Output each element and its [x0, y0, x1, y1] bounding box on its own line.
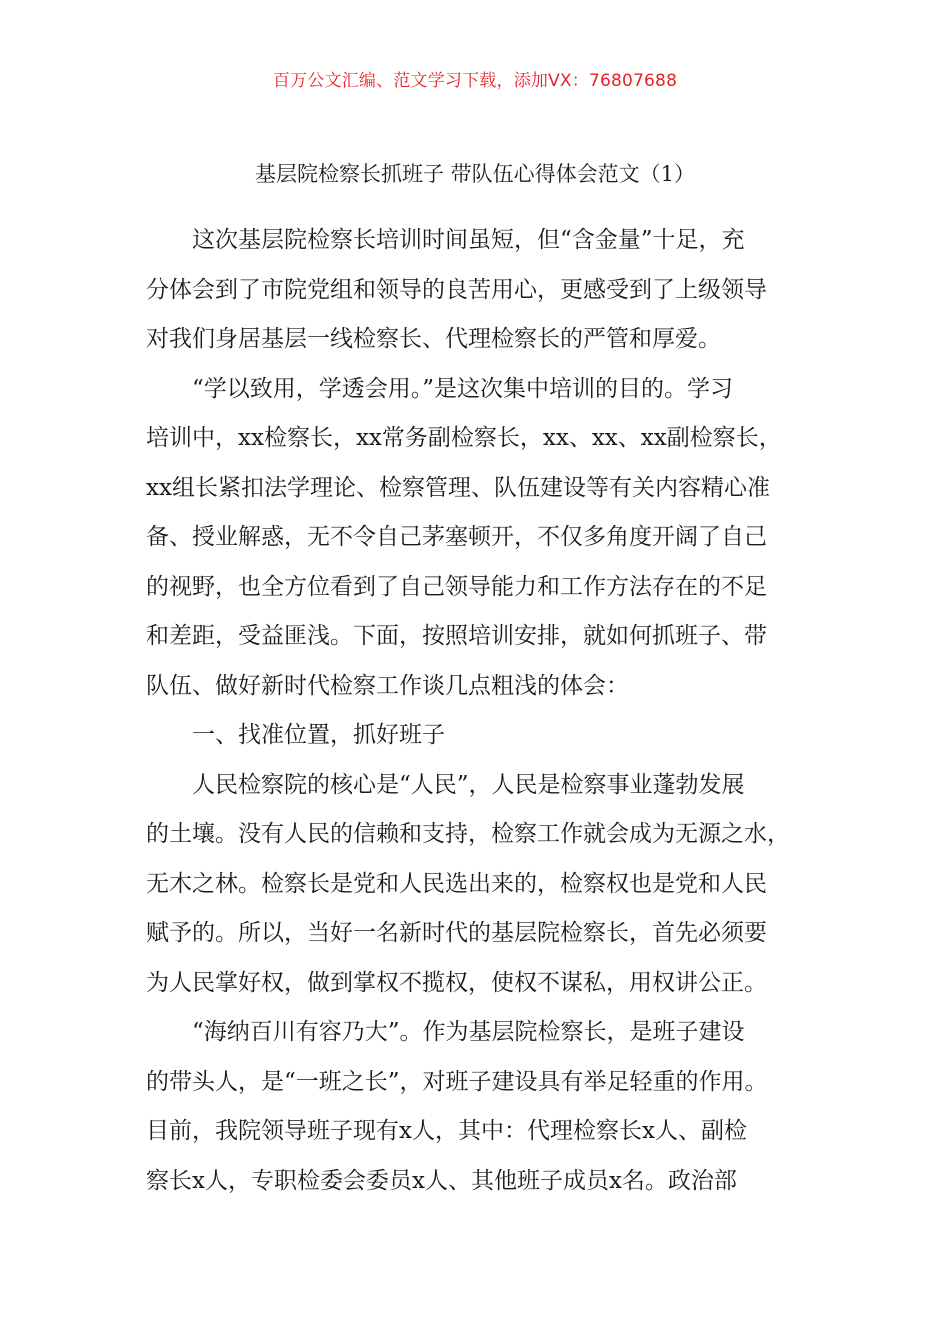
paragraph-4-line-2: 的带头人，是“一班之长”，对班子建设具有举足轻重的作用。 [146, 1068, 768, 1095]
paragraph-2-line-4: 备、授业解惑，无不令自己茅塞顿开，不仅多角度开阔了自己 [146, 524, 767, 550]
header-watermark-note: 百万公文汇编、范文学习下载，添加VX：76807688 [272, 71, 678, 91]
paragraph-3-line-1: 人民检察院的核心是“人民”，人民是检察事业蓬勃发展 [192, 771, 745, 798]
paragraph-4-line-3: 目前，我院领导班子现有x人，其中：代理检察长x人、副检 [146, 1118, 747, 1144]
paragraph-2-line-6: 和差距，受益匪浅。下面，按照培训安排，就如何抓班子、带 [146, 623, 767, 649]
paragraph-3-line-5: 为人民掌好权，做到掌权不揽权，使权不谋私，用权讲公正。 [146, 969, 767, 996]
paragraph-4-line-4: 察长x人，专职检委会委员x人、其他班子成员x名。政治部 [146, 1167, 737, 1194]
paragraph-1-line-2: 分体会到了市院党组和领导的良苦用心，更感受到了上级领导 [146, 276, 767, 303]
paragraph-3-line-3: 无木之林。检察长是党和人民选出来的，检察权也是党和人民 [146, 870, 767, 897]
paragraph-3-line-2: 的土壤。没有人民的信赖和支持，检察工作就会成为无源之水， [146, 821, 790, 847]
paragraph-1-line-1: 这次基层院检察长培训时间虽短，但“含金量”十足，充 [192, 227, 745, 253]
paragraph-2-line-2: 培训中，xx检察长，xx常务副检察长，xx、xx、xx副检察长， [146, 425, 782, 451]
document-body [146, 216, 806, 1206]
paragraph-4-line-1: “海纳百川有容乃大”。作为基层院检察长，是班子建设 [192, 1019, 745, 1045]
paragraph-1-line-3: 对我们身居基层一线检察长、代理检察长的严管和厚爱。 [146, 326, 721, 352]
document-title: 基层院检察长抓班子 带队伍心得体会范文（1） [254, 162, 696, 186]
paragraph-3-line-4: 赋予的。所以，当好一名新时代的基层院检察长，首先必须要 [146, 920, 767, 946]
paragraph-2-line-1: “学以致用，学透会用。”是这次集中培训的目的。学习 [192, 375, 734, 402]
paragraph-2-line-3: xx组长紧扣法学理论、检察管理、队伍建设等有关内容精心准 [146, 474, 770, 501]
paragraph-2-line-5: 的视野，也全方位看到了自己领导能力和工作方法存在的不足 [146, 573, 767, 600]
section-heading-1: 一、找准位置，抓好班子 [192, 722, 445, 748]
paragraph-2-line-7: 队伍、做好新时代检察工作谈几点粗浅的体会： [146, 672, 629, 699]
